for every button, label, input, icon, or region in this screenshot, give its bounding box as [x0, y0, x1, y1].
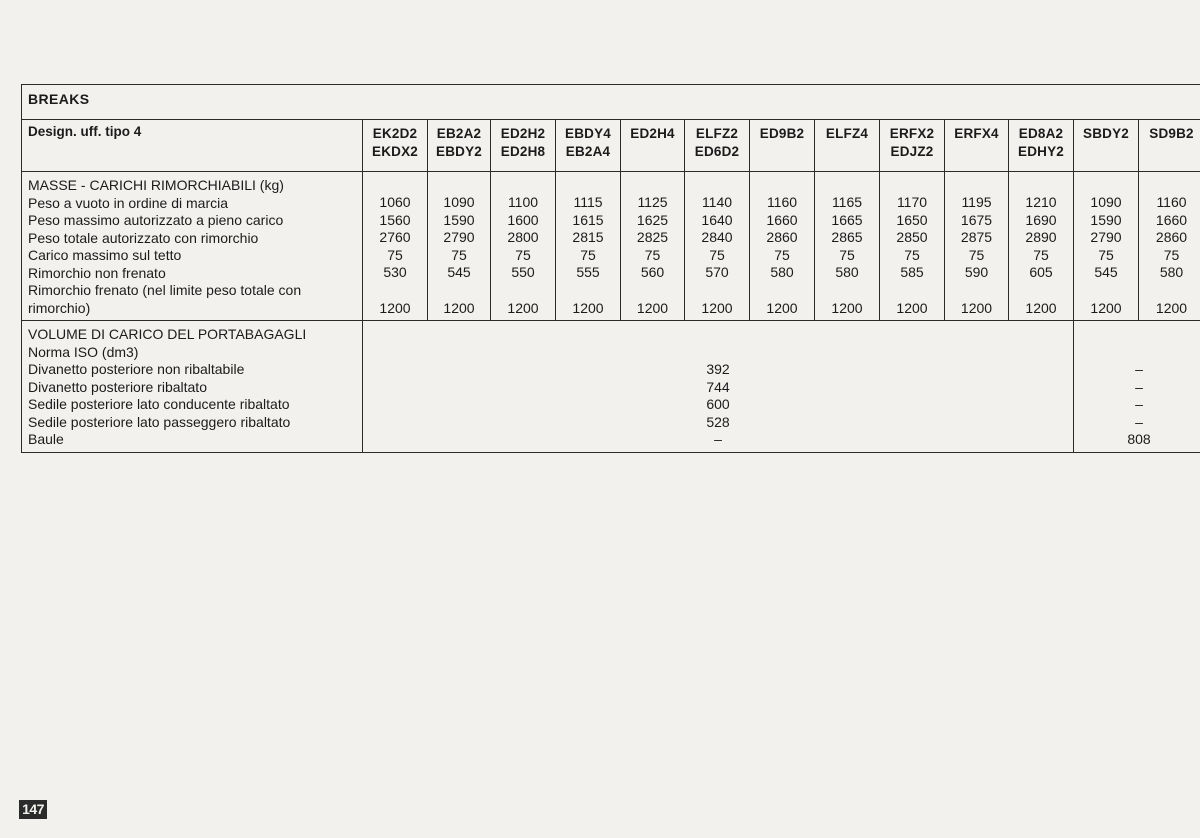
model-header: ERFX2 EDJZ2 [880, 120, 945, 172]
model-header: SD9B2 [1139, 120, 1200, 172]
volume-values-last: – – – – 808 [1074, 321, 1200, 453]
masse-label: Carico massimo sul tetto [28, 247, 182, 263]
masse-values: 1160 1660 2860 75 580 1200 [1139, 172, 1200, 321]
masse-values: 1090 1590 2790 75 545 1200 [428, 172, 491, 321]
masse-values: 1100 1600 2800 75 550 1200 [491, 172, 556, 321]
breaks-spec-table [21, 84, 1200, 453]
masse-values: 1170 1650 2850 75 585 1200 [880, 172, 945, 321]
masse-values: 1140 1640 2840 75 570 1200 [685, 172, 750, 321]
model-header: ED8A2 EDHY2 [1009, 120, 1074, 172]
table-title-row [22, 85, 1200, 120]
masse-values: 1165 1665 2865 75 580 1200 [815, 172, 880, 321]
model-header: ED2H4 [621, 120, 685, 172]
volume-label: Sedile posteriore lato passeggero ribaltato [28, 413, 291, 430]
masse-label: Peso totale autorizzato con rimorchio [28, 229, 259, 246]
masse-values: 1090 1590 2790 75 545 1200 [1074, 172, 1139, 321]
design-label: Design. uff. tipo 4 [22, 120, 363, 172]
volume-subheading: Norma ISO (dm3) [28, 343, 139, 360]
volume-row [22, 321, 1200, 453]
masse-values: 1125 1625 2825 75 560 1200 [621, 172, 685, 321]
model-header: ERFX4 [945, 120, 1009, 172]
masse-row [22, 172, 1200, 321]
model-header: EK2D2 EKDX2 [363, 120, 428, 172]
volume-label: Divanetto posteriore ribaltato [28, 378, 207, 395]
model-header-row [22, 120, 1200, 172]
masse-values: 1195 1675 2875 75 590 1200 [945, 172, 1009, 321]
volume-label: Divanetto posteriore non ribaltabile [28, 361, 245, 377]
volume-heading: VOLUME DI CARICO DEL PORTABAGAGLI [28, 326, 307, 342]
model-header: ELFZ4 [815, 120, 880, 172]
masse-heading: MASSE - CARICHI RIMORCHIABILI (kg) [28, 177, 284, 193]
model-header: SBDY2 [1074, 120, 1139, 172]
model-header: ELFZ2 ED6D2 [685, 120, 750, 172]
volume-values-common: 392 744 600 528 – [363, 321, 1074, 453]
masse-values: 1060 1560 2760 75 530 1200 [363, 172, 428, 321]
volume-label: Baule [28, 431, 64, 447]
masse-label: Peso a vuoto in ordine di marcia [28, 194, 228, 211]
model-header: EB2A2 EBDY2 [428, 120, 491, 172]
page-number: 147 [19, 800, 47, 819]
masse-labels [22, 172, 363, 321]
model-header: ED2H2 ED2H8 [491, 120, 556, 172]
volume-label: Sedile posteriore lato conducente ribaltato [28, 396, 290, 412]
model-header: EBDY4 EB2A4 [556, 120, 621, 172]
masse-label: Peso massimo autorizzato a pieno carico [28, 212, 284, 228]
masse-values: 1115 1615 2815 75 555 1200 [556, 172, 621, 321]
masse-values: 1160 1660 2860 75 580 1200 [750, 172, 815, 321]
model-header: ED9B2 [750, 120, 815, 172]
section-title: BREAKS [22, 85, 1200, 120]
masse-label: Rimorchio non frenato [28, 264, 166, 281]
masse-values: 1210 1690 2890 75 605 1200 [1009, 172, 1074, 321]
volume-labels [22, 321, 363, 453]
masse-label: Rimorchio frenato (nel limite peso totale con rimorchio) [28, 282, 302, 316]
